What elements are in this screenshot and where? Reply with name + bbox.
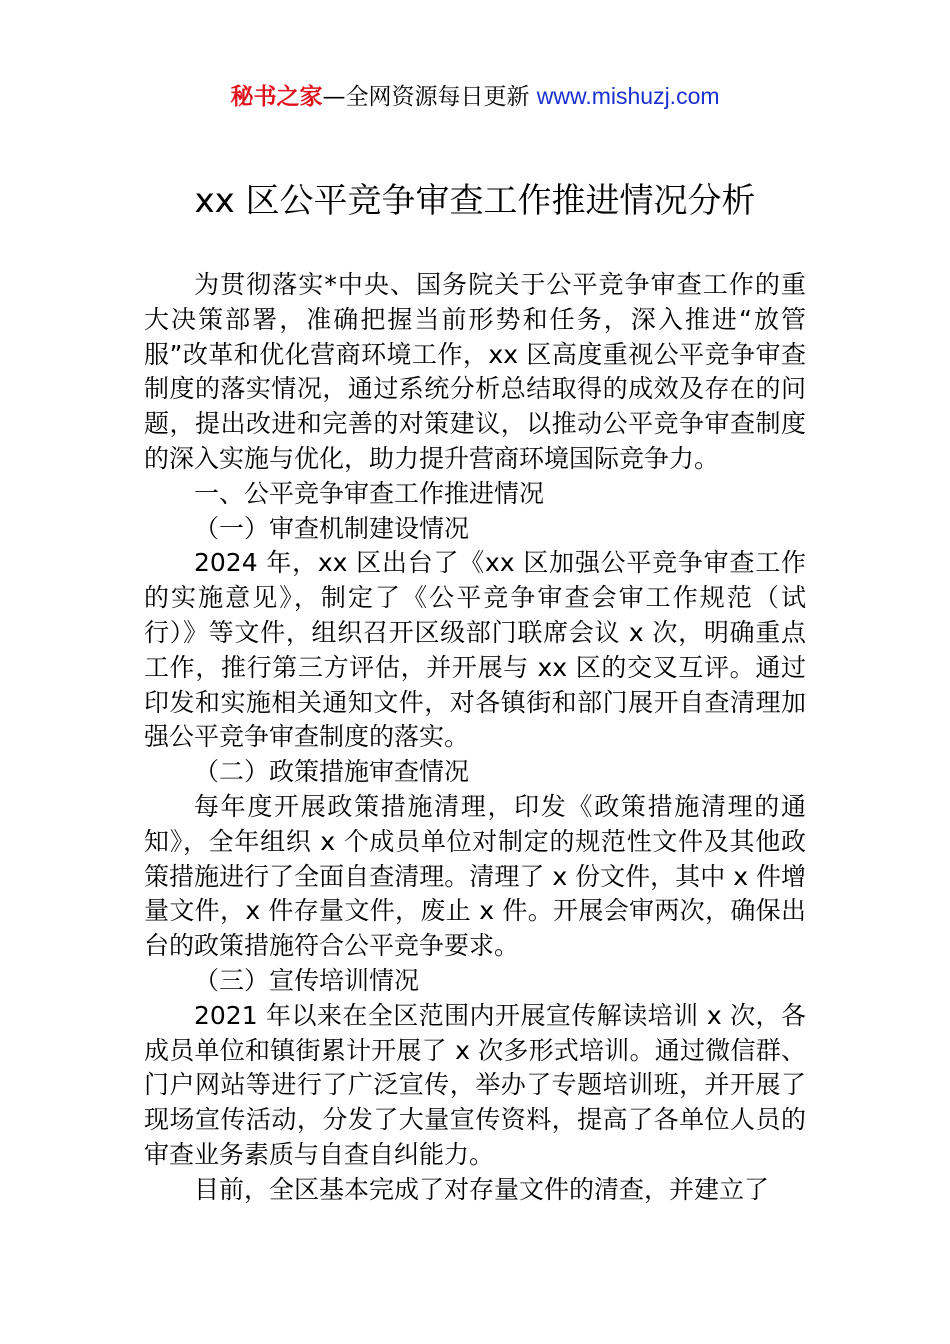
brand-name: 秘书之家: [230, 84, 323, 110]
body-paragraph: 目前，全区基本完成了对存量文件的清查，并建立了: [194, 1174, 770, 1204]
document-body: [144, 268, 806, 1208]
document-title: xx 区公平竞争审查工作推进情况分析: [194, 181, 756, 221]
site-header: [0, 80, 950, 113]
body-paragraph: 每年度开展政策措施清理，印发《政策措施清理的通知》，全年组织 x 个成员单位对制定的规范性文件及其他政策措施进行了全面自查清理。清理了 x 份文件，其中 x 件增量文件，x 件存量文件，废止 x 件。开展会审两次，确保出台的政策措施符合公平竞争要求。: [144, 791, 806, 961]
body-paragraph: 2021 年以来在全区范围内开展宣传解读培训 x 次，各成员单位和镇街累计开展了 x 次多形式培训。通过微信群、门户网站等进行了广泛宣传，举办了专题培训班，并开展了现场宣传活动，分发了大量宣传资料，提高了各单位人员的审查业务素质与自查自纠能力。: [144, 1000, 806, 1169]
subsection-heading: （三）宣传培训情况: [194, 965, 420, 995]
site-link[interactable]: www.mishuzj.com: [536, 83, 720, 109]
body-paragraph: 2024 年，xx 区出台了《xx 区加强公平竞争审查工作的实施意见》，制定了《公平竞争审查会审工作规范（试行）》等文件，组织召开区级部门联席会议 x 次，明确重点工作，推行第三方评估，并开展与 xx 区的交叉互评。通过印发和实施相关通知文件，对各镇街和部门展开自查清理加强公平竞争审查制度的落实。: [144, 548, 806, 752]
section-heading: 一、公平竞争审查工作推进情况: [194, 478, 545, 508]
subsection-heading: （二）政策措施审查情况: [194, 757, 470, 787]
intro-paragraph: 为贯彻落实*中央、国务院关于公平竞争审查工作的重大决策部署，准确把握当前形势和任务，深入推进“放管服”改革和优化营商环境工作，xx 区高度重视公平竞争审查制度的落实情况，通过系统分析总结取得的成效及存在的问题，提出改进和完善的对策建议，以推动公平竞争审查制度的深入实施与优化，助力提升营商环境国际竞争力。: [144, 270, 806, 473]
header-tagline: —全网资源每日更新: [322, 84, 537, 110]
subsection-heading: （一）审查机制建设情况: [194, 513, 470, 543]
